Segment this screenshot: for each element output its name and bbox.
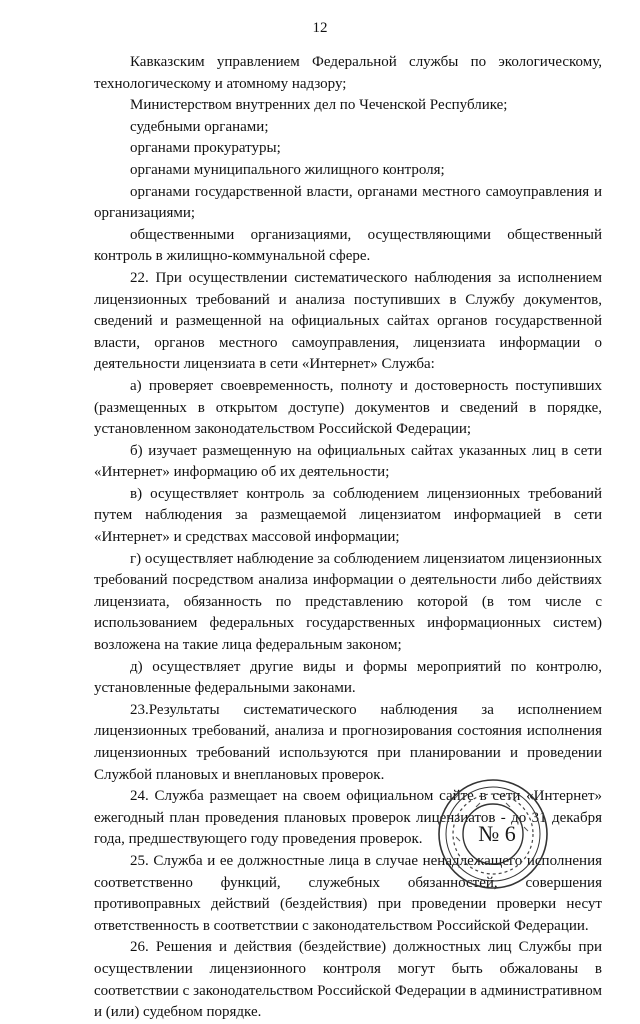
paragraph-22: 22. При осуществлении систематического наблюдения за исполнением лицензионных требований и анализа поступивших в Службу документов, сведений и размещенной на официальных сайтах органов государственной власти, органов местного самоуправления, лицензиата информации о деятельности лицензиата в сети «Интернет» Служба: [94,269,602,373]
paragraph: судебными органами; [130,118,269,135]
list-item-g: г) осуществляет наблюдение за соблюдением лицензиатом лицензионных требований посредством анализа информации о деятельности либо действиях лицензиата, обязанность по представлению которой (в том числе с использованием федеральных государственных информационных систем) возложена на такие лица федеральным законом; [94,550,602,654]
paragraph-26: 26. Решения и действия (бездействие) должностных лиц Службы при осуществлении лицензионного контроля могут быть обжалованы в соответствии с законодательством Российской Федерации в административном и (или) судебном порядке. [94,939,602,1021]
paragraph: органами прокуратуры; [130,140,281,157]
stamp-number: № 6 [478,821,516,847]
paragraph: общественными организациями, осуществляющими общественный контроль в жилищно-коммунальной сфере. [94,226,602,265]
page-number: 12 [312,20,328,36]
paragraph: Кавказским управлением Федеральной службы по экологическому, технологическому и атомному надзору; [94,54,602,92]
paragraph-24: 24. Служба размещает на своем официальном сайте в сети «Интернет» ежегодный план проведения плановых проверок лицензиатов - до 31 декабря года, предшествующего году проведения проверок. [94,788,602,848]
paragraph: органами государственной власти, органами местного самоуправления и организациями; [94,183,602,222]
list-item-v: в) осуществляет контроль за соблюдением лицензионных требований путем наблюдения за размещаемой лицензиатом информацией в сети «Интернет» и средствах массовой информации; [94,485,602,546]
official-stamp [436,777,550,891]
paragraph: органами муниципального жилищного контроля; [130,161,445,178]
paragraph-23: 23.Результаты систематического наблюдения за исполнением лицензионных требований, анализа и прогнозирования состояния исполнения лицензионных требований используются при планировании и проведении Службой плановых и внеплановых проверок. [94,701,602,783]
paragraph: Министерством внутренних дел по Чеченской Республике; [130,97,508,114]
paragraph-25: 25. Служба и ее должностные лица в случае ненадлежащего исполнения соответственно функций, служебных обязанностей, совершения противоправных действий (бездействия) при проведении проверки несут ответственность в соответствии с законодательством Российской Федерации. [94,852,602,934]
list-item-b: б) изучает размещенную на официальных сайтах указанных лиц в сети «Интернет» информацию об их деятельности; [94,442,602,481]
list-item-a: а) проверяет своевременность, полноту и достоверность поступивших (размещенных в открытом доступе) документов и сведений в порядке, установленном законодательством Российской Федерации; [94,377,602,438]
list-item-d: д) осуществляет другие виды и формы мероприятий по контролю, установленные федеральными законами. [94,658,602,697]
